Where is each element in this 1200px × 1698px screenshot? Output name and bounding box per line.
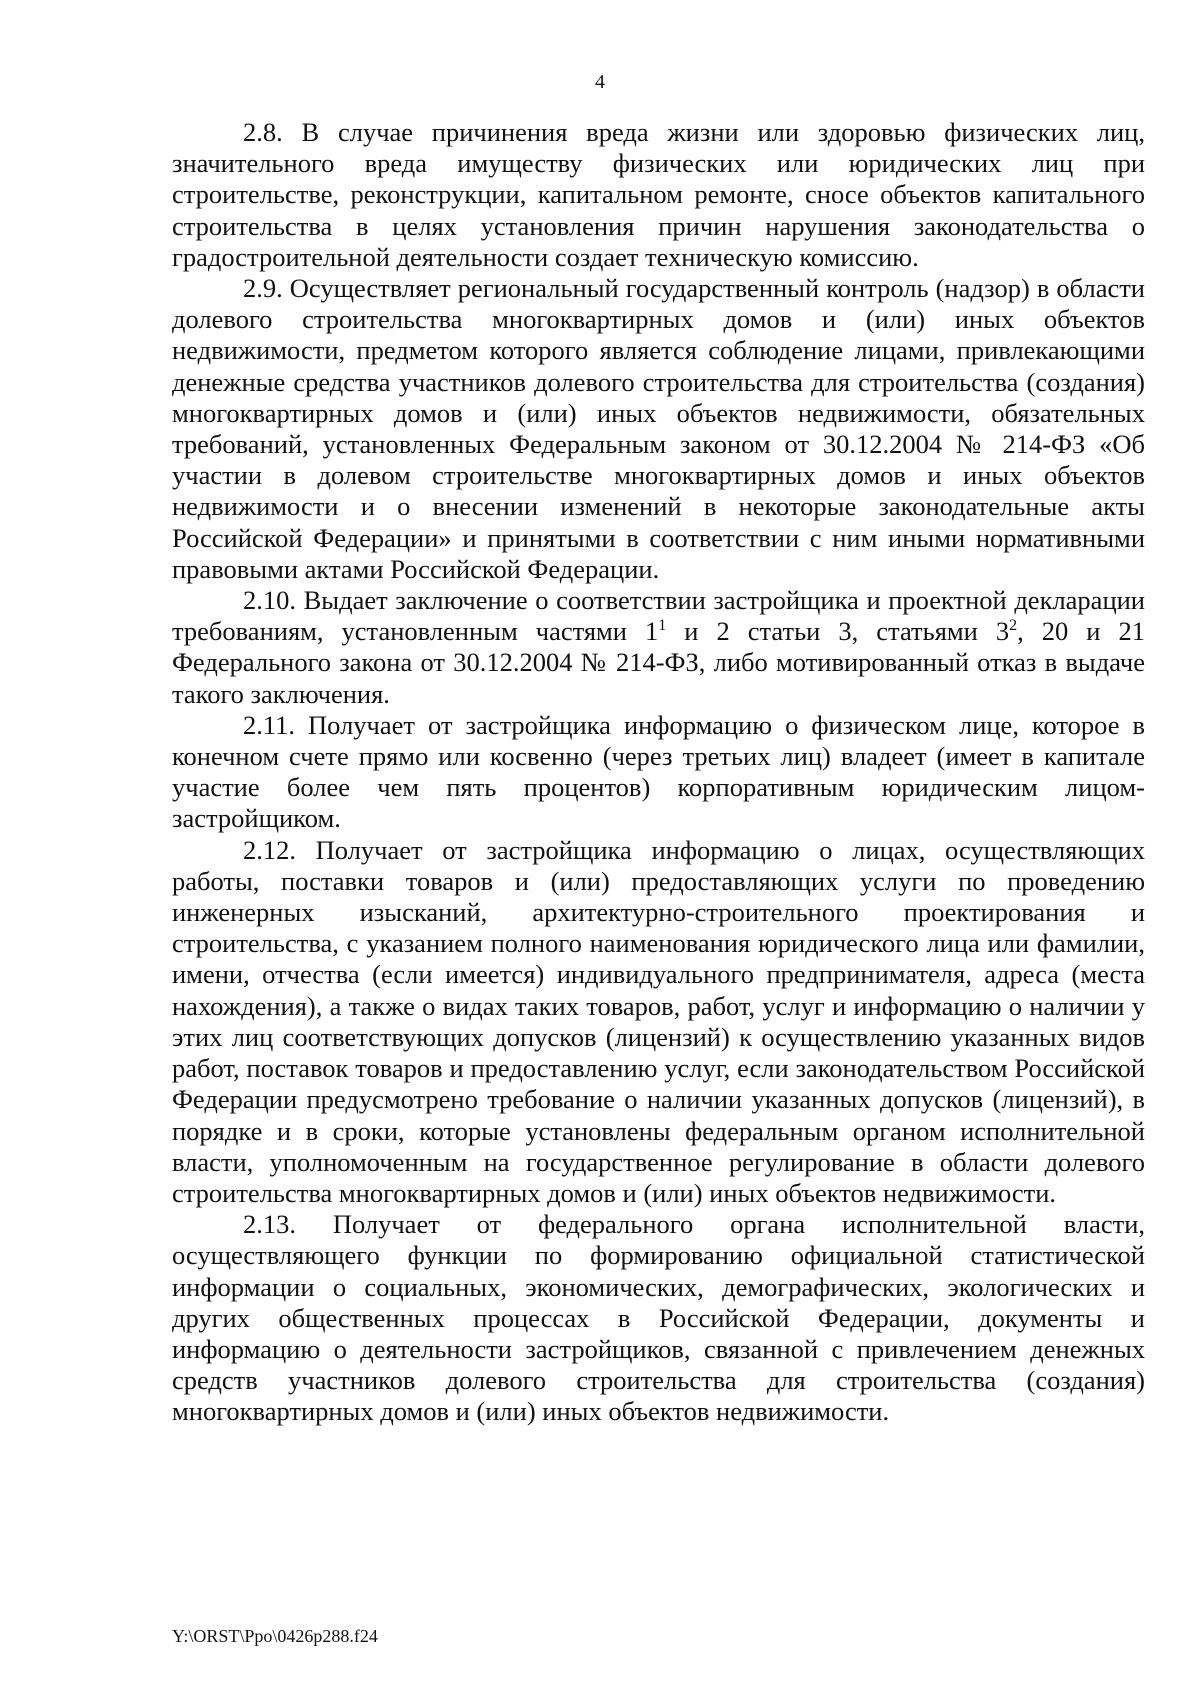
paragraph-2-10-text-part2: и 2 статьи 3, статьями 3	[666, 616, 1010, 647]
paragraph-2-9: 2.9. Осуществляет региональный государственный контроль (надзор) в области долевого строительства многоквартирных домов и (или) иных объектов недвижимости, предметом которого является соблюдение лицами, привлекающими денежные средства участников долевого строительства для строительства (создания) многоквартирных домов и (или) иных объектов недвижимости, обязательных требований, установленных Федеральным законом от 30.12.2004 № 214-ФЗ «Об участии в долевом строительстве многоквартирных домов и иных объектов недвижимости и о внесении изменений в некоторые законодательные акты Российской Федерации» и принятыми в соответствии с ним иными нормативными правовыми актами Российской Федерации.	[172, 273, 1145, 584]
paragraph-2-13: 2.13. Получает от федерального органа исполнительной власти, осуществляющего функции по формированию официальной статистической информации о социальных, экономических, демографических, экологических и других общественных процессах в Российской Федерации, документы и информацию о деятельности застройщиков, связанной с привлечением денежных средств участников долевого строительства для строительства (создания) многоквартирных домов и (или) иных объектов недвижимости.	[172, 1209, 1145, 1427]
page-number: 4	[595, 71, 605, 93]
paragraph-2-8: 2.8. В случае причинения вреда жизни или здоровью физических лиц, значительного вреда имуществу физических или юридических лиц при строительстве, реконструкции, капитальном ремонте, сносе объектов капитального строительства в целях установления причин нарушения законодательства о градостроительной деятельности создает техническую комиссию.	[172, 117, 1145, 272]
paragraph-2-10-text-part1: 2.10. Выдает заключение о соответствии застройщика и проектной декларации требованиям, установленным частями 1	[172, 585, 1145, 647]
footer-file-path: Y:\ORST\Ppo\0426p288.f24	[172, 1626, 378, 1646]
superscript-2: 2	[1009, 617, 1018, 635]
paragraph-2-12: 2.12. Получает от застройщика информацию о лицах, осуществляющих работы, поставки товаров и (или) предоставляющих услуги по проведению инженерных изысканий, архитектурно-строительного проектирования и строительства, с указанием полного наименования юридического лица или фамилии, имени, отчества (если имеется) индивидуального предпринимателя, адреса (места нахождения), а также о видах таких товаров, работ, услуг и информацию о наличии у этих лиц соответствующих допусков (лицензий) к осуществлению указанных видов работ, поставок товаров и предоставлению услуг, если законодательством Российской Федерации предусмотрено требование о наличии указанных допусков (лицензий), в порядке и в сроки, которые установлены федеральным органом исполнительной власти, уполномоченным на государственное регулирование в области долевого строительства многоквартирных домов и (или) иных объектов недвижимости.	[172, 834, 1145, 1208]
document-body	[172, 117, 1145, 1428]
paragraph-2-10-text-part3: , 20 и 21 Федерального закона от 30.12.2004 № 214-ФЗ, либо мотивированный отказ в выдаче такого заключения.	[172, 616, 1145, 709]
paragraph-2-11: 2.11. Получает от застройщика информацию о физическом лице, которое в конечном счете прямо или косвенно (через третьих лиц) владеет (имеет в капитале участие более чем пять процентов) корпоративным юридическим лицом-застройщиком.	[172, 709, 1145, 834]
superscript-1: 1	[658, 617, 667, 635]
paragraph-2-10	[172, 585, 1145, 710]
